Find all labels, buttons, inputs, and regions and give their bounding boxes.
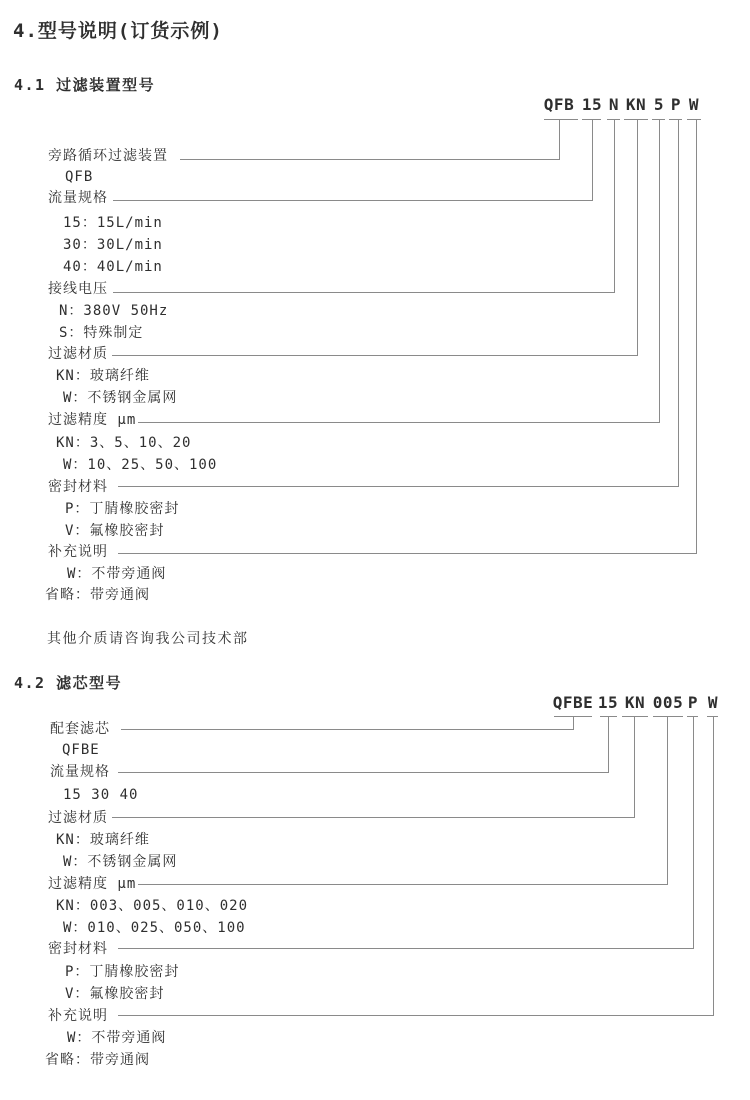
- model-code-segment: W: [707, 693, 719, 712]
- model-code-segment: KN: [624, 693, 646, 712]
- model-code-segment: 5: [653, 95, 665, 114]
- model-code-segment: QFB: [543, 95, 575, 114]
- connector-line: [637, 119, 638, 356]
- group-label: 补充说明: [48, 544, 108, 560]
- model-code-segment: W: [688, 95, 700, 114]
- code-underline: [624, 119, 648, 120]
- group-label: 补充说明: [48, 1008, 108, 1024]
- group-label: 流量规格: [50, 764, 110, 780]
- leader-line: [118, 1015, 714, 1016]
- model-code-segment: KN: [625, 95, 647, 114]
- connector-line: [559, 119, 560, 160]
- model-code-segment: QFBE: [552, 693, 594, 712]
- model-code-segment: P: [687, 693, 699, 712]
- leader-line: [112, 817, 635, 818]
- code-underline: [622, 716, 648, 717]
- leader-line: [138, 422, 660, 423]
- group-item: QFBE: [62, 742, 100, 758]
- group-item: 15：15L/min: [63, 215, 163, 231]
- connector-line: [713, 716, 714, 1016]
- group-label: 过滤精度 μm: [48, 412, 137, 428]
- leader-line: [113, 292, 615, 293]
- page-title: 4.型号说明(订货示例): [13, 20, 223, 42]
- group-label: 密封材料: [48, 479, 108, 495]
- leader-line: [121, 729, 574, 730]
- group-label: 旁路循环过滤装置: [48, 148, 168, 164]
- group-item: KN：玻璃纤维: [56, 832, 150, 848]
- group-item: N：380V 50Hz: [59, 303, 169, 319]
- group-item: KN：003、005、010、020: [56, 898, 249, 914]
- group-item: S：特殊制定: [59, 325, 144, 341]
- model-code-segment: N: [608, 95, 620, 114]
- leader-line: [118, 772, 609, 773]
- code-underline: [687, 119, 701, 120]
- group-item: QFB: [65, 169, 94, 185]
- connector-line: [573, 716, 574, 730]
- leader-line: [112, 355, 638, 356]
- connector-line: [667, 716, 668, 885]
- connector-line: [634, 716, 635, 818]
- code-underline: [669, 119, 682, 120]
- group-item: W：不锈钢金属网: [63, 390, 178, 406]
- connector-line: [608, 716, 609, 773]
- group-item: W：10、25、50、100: [63, 457, 218, 473]
- group-item: W：不带旁通阀: [67, 1030, 167, 1046]
- leader-line: [113, 200, 593, 201]
- group-item: KN：3、5、10、20: [56, 435, 192, 451]
- connector-line: [659, 119, 660, 423]
- group-item: P：丁腈橡胶密封: [65, 964, 180, 980]
- group-item: W：010、025、050、100: [63, 920, 246, 936]
- group-item: 15 30 40: [63, 787, 139, 803]
- connector-line: [592, 119, 593, 201]
- leader-line: [118, 486, 679, 487]
- group-label: 过滤材质: [48, 346, 108, 362]
- group-item: V：氟橡胶密封: [65, 986, 165, 1002]
- group-label: 过滤材质: [48, 810, 108, 826]
- model-code-segment: 15: [597, 693, 619, 712]
- connector-line: [696, 119, 697, 554]
- group-item: 40：40L/min: [63, 259, 163, 275]
- connector-line: [693, 716, 694, 949]
- model-code-segment: 15: [581, 95, 603, 114]
- leader-line: [118, 948, 694, 949]
- group-item: 省略：带旁通阀: [45, 587, 150, 603]
- group-label: 密封材料: [48, 941, 108, 957]
- group-label: 流量规格: [48, 190, 108, 206]
- code-underline: [653, 716, 683, 717]
- group-item: W：不锈钢金属网: [63, 854, 178, 870]
- note-text: 其他介质请咨询我公司技术部: [47, 631, 249, 647]
- group-label: 接线电压: [48, 281, 108, 297]
- group-item: KN：玻璃纤维: [56, 368, 150, 384]
- connector-line: [678, 119, 679, 487]
- group-item: P：丁腈橡胶密封: [65, 501, 180, 517]
- group-label: 配套滤芯: [50, 721, 110, 737]
- code-underline: [544, 119, 578, 120]
- group-item: 省略：带旁通阀: [45, 1052, 150, 1068]
- section-41-heading: 4.1 过滤装置型号: [14, 76, 156, 94]
- connector-line: [614, 119, 615, 293]
- model-code-segment: P: [670, 95, 682, 114]
- leader-line: [180, 159, 560, 160]
- group-label: 过滤精度 μm: [48, 876, 137, 892]
- model-code-segment: 005: [652, 693, 684, 712]
- group-item: 30：30L/min: [63, 237, 163, 253]
- group-item: V：氟橡胶密封: [65, 523, 165, 539]
- leader-line: [118, 553, 697, 554]
- group-item: W：不带旁通阀: [67, 566, 167, 582]
- section-42-heading: 4.2 滤芯型号: [14, 674, 123, 692]
- leader-line: [138, 884, 668, 885]
